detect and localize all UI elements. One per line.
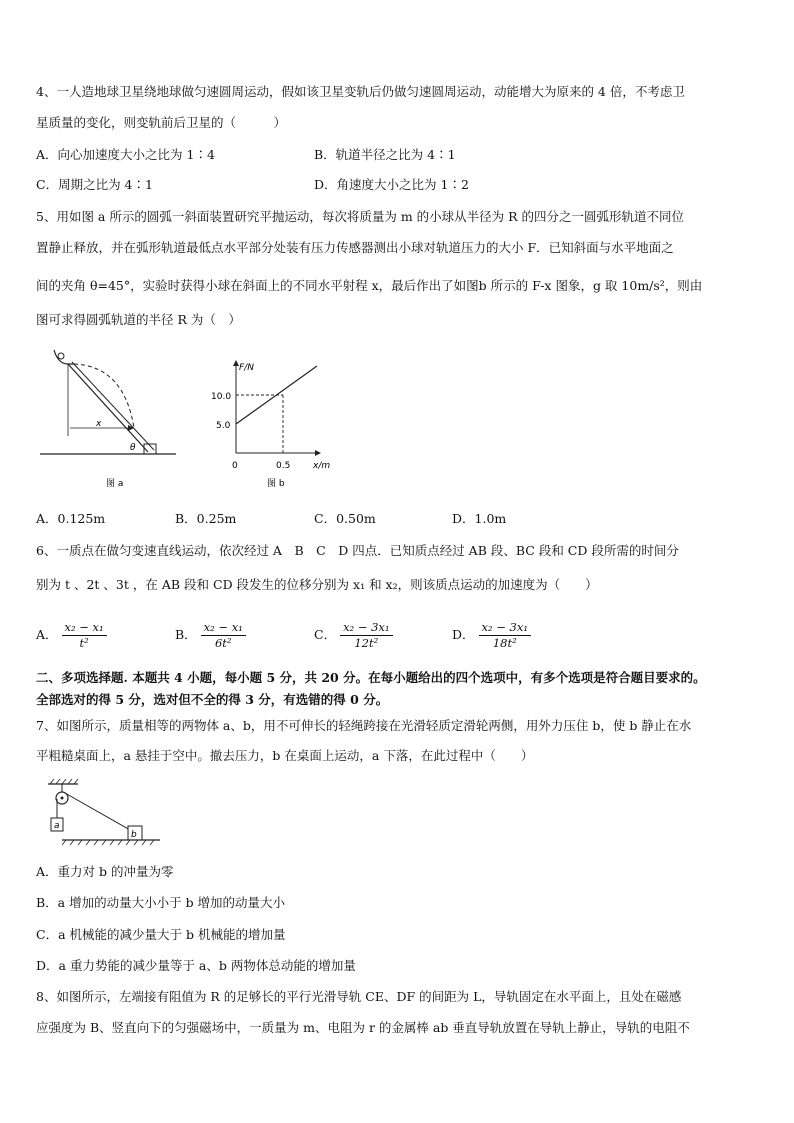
q6-option-a-numerator: x₂ − x₁	[62, 620, 107, 636]
q8-stem-line1: 8、如图所示，左端接有阻值为 R 的足够长的平行光滑导轨 CE、DF 的间距为 L，导轨固定在水平面上，且处在磁感	[36, 989, 682, 1004]
q8-stem-line2: 应强度为 B、竖直向下的匀强磁场中，一质量为 m、电阻为 r 的金属棒 ab 垂直导轨放置在导轨上静止，导轨的电阻不	[36, 1020, 690, 1035]
q4-option-d: D．角速度大小之比为 1∶2	[314, 177, 469, 192]
q5-figure-b	[205, 358, 355, 493]
q6-option-d-fraction	[479, 620, 531, 651]
q7-stem-line2: 平粗糙桌面上，a 悬挂于空中。撤去压力，b 在桌面上运动，a 下落，在此过程中（ ）	[36, 748, 534, 763]
q5-fig-a-x-label: x	[96, 419, 102, 429]
q7-ceiling-hatch	[50, 779, 78, 784]
q6-option-c-denominator: 12t²	[354, 636, 379, 650]
q7-option-b: B．a 增加的动量大小小于 b 增加的动量大小	[36, 895, 286, 910]
q5-stem-line1: 5、用如图 a 所示的圆弧一斜面装置研究平抛运动，每次将质量为 m 的小球从半径为 R 的四分之一圆弧形轨道不同位	[36, 209, 685, 224]
q6-option-c-numerator: x₂ − 3x₁	[340, 620, 392, 636]
q7-block-a-label: a	[54, 821, 60, 831]
q6-option-d-numerator: x₂ − 3x₁	[479, 620, 531, 636]
q7-block-b-label: b	[131, 830, 137, 840]
q5-fig-a-theta-label: θ	[130, 443, 136, 453]
q5-fig-b-y-tick-10: 10.0	[211, 392, 232, 402]
q6-option-b-fraction	[201, 620, 246, 651]
section2-heading-line2: 全部选对的得 5 分，选对但不全的得 3 分，有选错的得 0 分。	[36, 692, 389, 707]
q7-pulley-axle	[61, 797, 64, 800]
q4-option-a: A．向心加速度大小之比为 1∶4	[36, 147, 215, 162]
q6-stem-line2: 别为 t 、2t 、3t ，在 AB 段和 CD 段发生的位移分别为 x₁ 和 x₂，则该质点运动的加速度为（ ）	[36, 577, 598, 592]
q7-option-c: C．a 机械能的减少量大于 b 机械能的增加量	[36, 927, 286, 942]
q5-stem-line2: 置静止释放，并在弧形轨道最低点水平部分处装有压力传感器测出小球对轨道压力的大小 F．已知斜面与水平地面之	[36, 240, 674, 255]
q6-option-a-fraction	[62, 620, 107, 651]
q6-option-b-denominator: 6t²	[214, 636, 232, 650]
q5-stem-line3: 间的夹角 θ=45°，实验时获得小球在斜面上的不同水平射程 x，最后作出了如图b 所示的 F-x 图象，g 取 10m/s²，则由	[36, 278, 703, 293]
q5-fig-a-arc	[54, 350, 68, 364]
q7-figure	[42, 778, 164, 848]
q7-stem-line1: 7、如图所示，质量相等的两物体 a、b，用不可伸长的轻绳跨接在光滑轻质定滑轮两侧，用外力压住 b，使 b 静止在水	[36, 718, 692, 733]
q5-option-b: B．0.25m	[175, 511, 237, 526]
q7-option-d: D．a 重力势能的减少量等于 a、b 两物体总动能的增加量	[36, 958, 356, 973]
q6-option-a-denominator: t²	[79, 636, 89, 650]
q5-option-d: D．1.0m	[452, 511, 507, 526]
q5-fig-b-x-label: x/m	[313, 461, 331, 471]
q6-option-c-label: C．	[314, 627, 337, 642]
q6-option-b-label: B．	[175, 627, 197, 642]
q4-stem-line2: 星质量的变化，则变轨前后卫星的（ ）	[36, 115, 287, 130]
q5-fig-b-y-tick-5: 5.0	[216, 421, 231, 431]
q4-option-b: B．轨道半径之比为 4∶1	[314, 147, 456, 162]
q6-option-c	[314, 620, 393, 651]
q5-fig-b-origin: 0	[232, 461, 238, 471]
q5-figure-a	[36, 340, 186, 500]
q5-fig-a-incline	[68, 364, 148, 452]
q5-fig-a-incline-edge	[72, 362, 154, 450]
q6-option-a	[36, 620, 107, 651]
q6-option-d-label: D．	[452, 627, 475, 642]
q7-option-a: A．重力对 b 的冲量为零	[36, 864, 174, 879]
q4-stem-line1: 4、一人造地球卫星绕地球做匀速圆周运动，假如该卫星变轨后仍做匀速圆周运动，动能增大为原来的 4 倍，不考虑卫	[36, 84, 685, 99]
q6-option-b-numerator: x₂ − x₁	[201, 620, 246, 636]
q6-option-d	[452, 620, 531, 651]
q5-fig-a-ball	[58, 353, 64, 359]
q6-option-c-fraction	[340, 620, 392, 651]
q7-table-hatch	[62, 840, 154, 845]
q6-option-a-label: A．	[36, 627, 58, 642]
q6-option-d-denominator: 18t²	[492, 636, 517, 650]
q5-fig-b-x-arrow	[315, 450, 321, 456]
q5-fig-b-y-label: F/N	[239, 363, 254, 373]
q5-fig-b-x-tick: 0.5	[276, 461, 291, 471]
q5-stem-line4: 图可求得圆弧轨道的半径 R 为（ ）	[36, 312, 241, 327]
q4-option-c: C．周期之比为 4∶1	[36, 177, 153, 192]
q7-rope-to-b	[65, 793, 130, 830]
q6-option-b	[175, 620, 246, 651]
q5-fig-b-caption: 图 b	[267, 479, 285, 489]
q5-option-a: A．0.125m	[36, 511, 106, 526]
q5-fig-a-caption: 图 a	[106, 479, 124, 489]
q5-option-c: C．0.50m	[314, 511, 376, 526]
section2-heading-line1: 二、多项选择题. 本题共 4 小题，每小题 5 分，共 20 分。在每小题给出的四个选项中，有多个选项是符合题目要求的。	[36, 670, 706, 685]
q6-stem-line1: 6、一质点在做匀变速直线运动，依次经过 A B C D 四点．已知质点经过 AB 段、BC 段和 CD 段所需的时间分	[36, 543, 679, 558]
